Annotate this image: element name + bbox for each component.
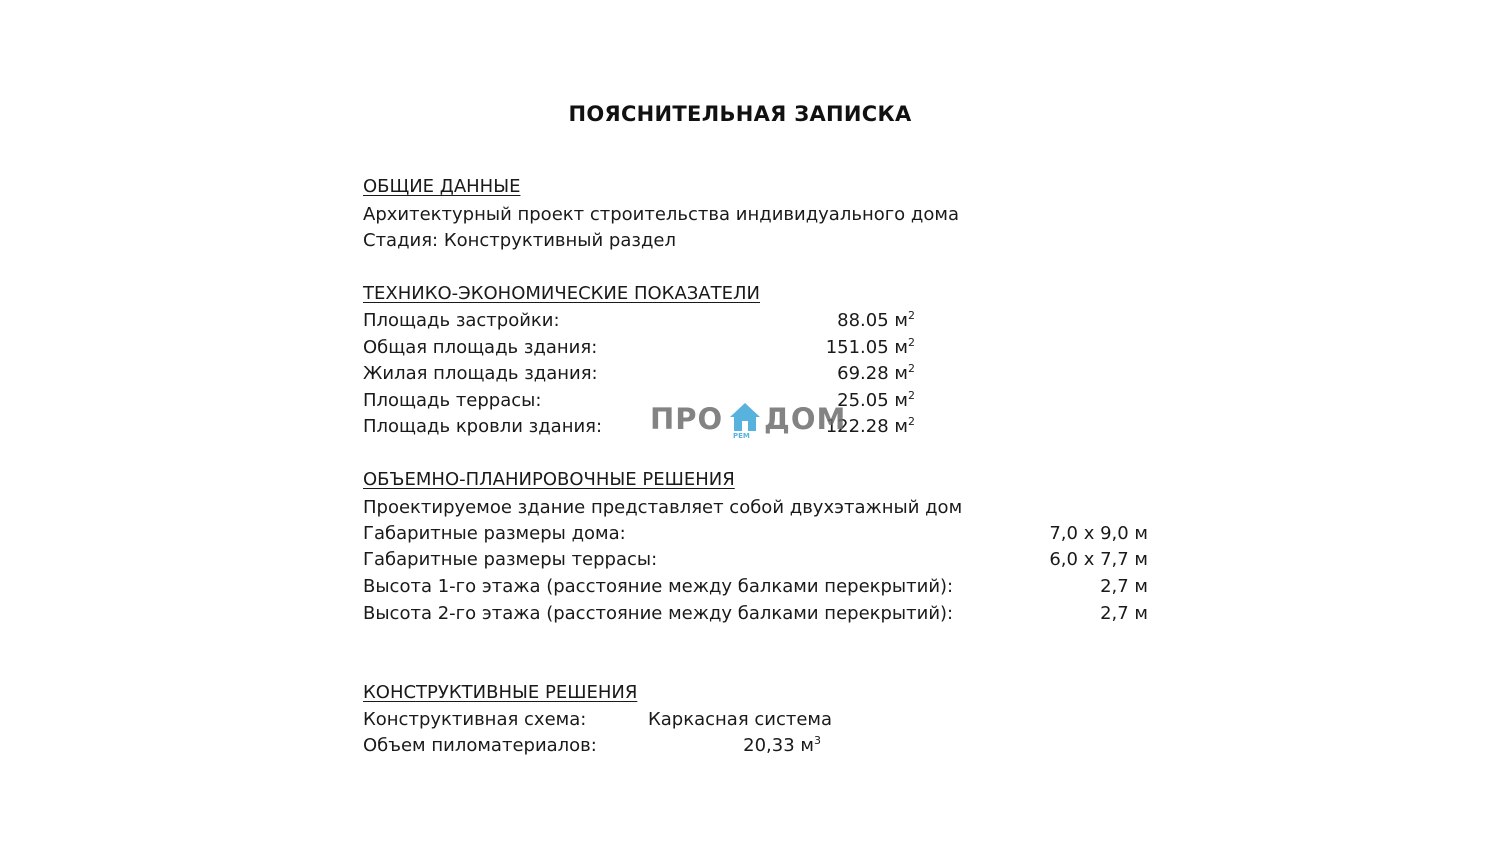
- planning-value-house-size: 7,0 х 9,0 м: [1049, 523, 1148, 544]
- planning-label-floor1-height: Высота 1-го этажа (расстояние между балками перекрытий):: [363, 576, 954, 597]
- tech-label-roof-area: Площадь кровли здания:: [363, 416, 603, 437]
- structural-label-scheme: Конструктивная схема:: [363, 709, 587, 730]
- planning-value-floor2-height: 2,7 м: [1100, 603, 1148, 624]
- watermark-logo: [650, 400, 850, 444]
- document-title: ПОЯСНИТЕЛЬНАЯ ЗАПИСКА: [568, 102, 912, 126]
- watermark-text-small: РЕМ: [733, 432, 750, 440]
- section-heading-planning: ОБЪЕМНО-ПЛАНИРОВОЧНЫЕ РЕШЕНИЯ: [363, 469, 735, 490]
- tech-label-living-area: Жилая площадь здания:: [363, 363, 598, 384]
- structural-value-scheme: Каркасная система: [648, 709, 833, 730]
- planning-label-floor2-height: Высота 2-го этажа (расстояние между балками перекрытий):: [363, 603, 954, 624]
- tech-value-terrace-area: 25.05 $м^2$: [837, 389, 915, 411]
- planning-value-terrace-size: 6,0 х 7,7 м: [1049, 549, 1148, 570]
- section-heading-tech: ТЕХНИКО-ЭКОНОМИЧЕСКИЕ ПОКАЗАТЕЛИ: [363, 283, 760, 304]
- tech-value-total-area: 151.05 $м^2$: [825, 336, 915, 358]
- section-heading-structural: КОНСТРУКТИВНЫЕ РЕШЕНИЯ: [363, 682, 638, 703]
- general-line-project: Архитектурный проект строительства индивидуального дома: [363, 204, 959, 225]
- structural-value-lumber-volume: 20,33 $м^3$: [743, 734, 821, 756]
- tech-label-building-area: Площадь застройки:: [363, 310, 560, 331]
- house-icon: [729, 402, 761, 436]
- tech-value-living-area: 69.28 $м^2$: [837, 362, 915, 384]
- planning-label-terrace-size: Габаритные размеры террасы:: [363, 549, 658, 570]
- planning-intro: Проектируемое здание представляет собой двухэтажный дом: [363, 497, 963, 518]
- structural-label-lumber-volume: Объем пиломатериалов:: [363, 735, 597, 756]
- tech-label-terrace-area: Площадь террасы:: [363, 390, 542, 411]
- section-heading-general: ОБЩИЕ ДАННЫЕ: [363, 176, 521, 197]
- watermark-text-right: ДОМ: [764, 402, 847, 436]
- planning-label-house-size: Габаритные размеры дома:: [363, 523, 626, 544]
- watermark-text-left: ПРО: [650, 402, 724, 436]
- tech-value-roof-area: 122.28 $м^2$: [825, 415, 915, 437]
- tech-label-total-area: Общая площадь здания:: [363, 337, 598, 358]
- planning-value-floor1-height: 2,7 м: [1100, 576, 1148, 597]
- general-line-stage: Стадия: Конструктивный раздел: [363, 230, 676, 251]
- tech-value-building-area: 88.05 $м^2$: [837, 309, 915, 331]
